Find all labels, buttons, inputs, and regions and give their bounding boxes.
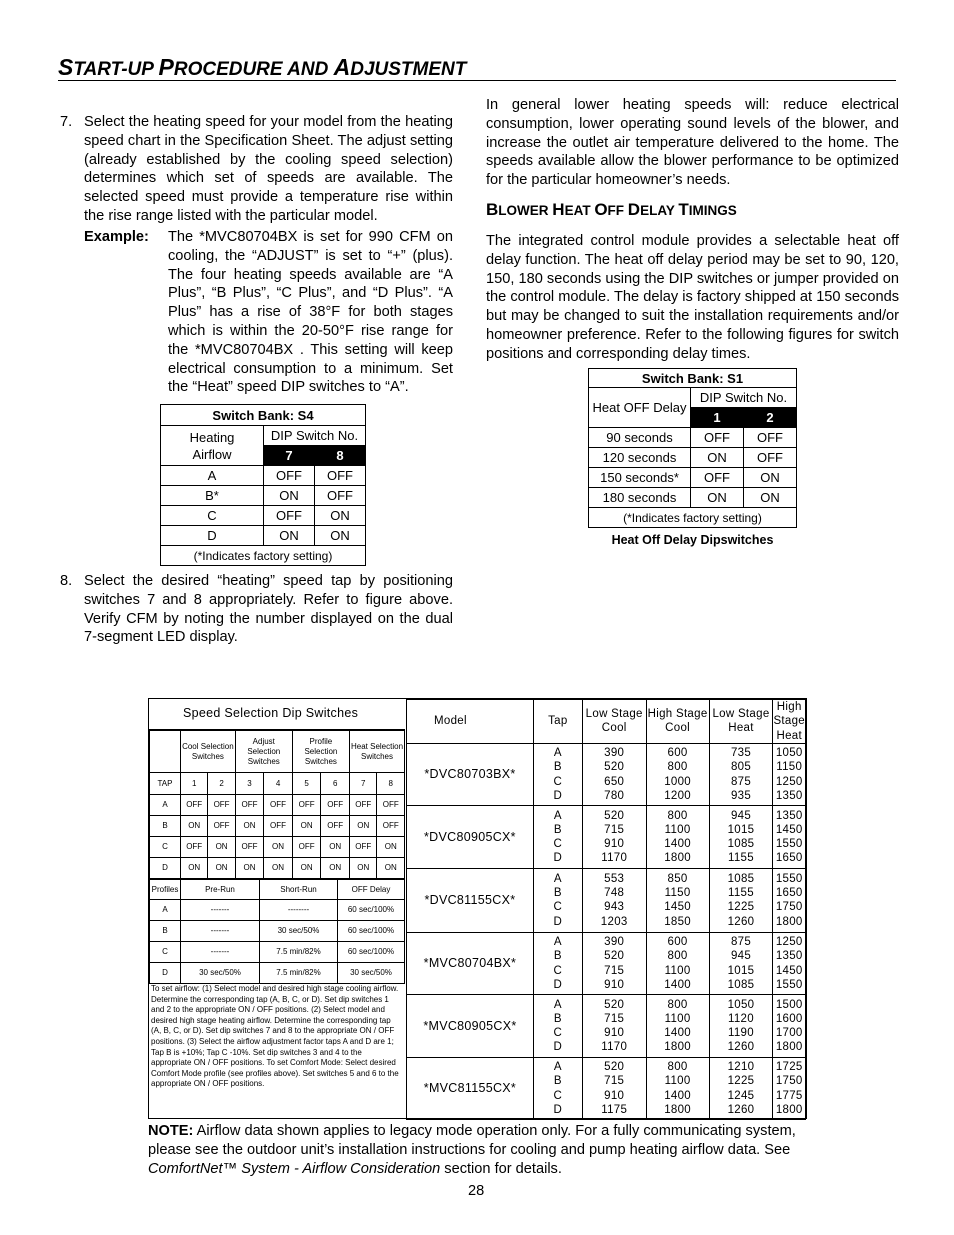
s1-caption: Heat Off Delay Dipswitches xyxy=(611,533,774,547)
example-label: Example: xyxy=(84,229,149,245)
s4-sw-8: 8 xyxy=(315,446,366,466)
table-row: *DVC80703BX* A B C D 390 520 650 780 600 800 1000 1200 735 805 875 935 1050 1150 1250 1350 xyxy=(407,743,806,806)
s4-sw-7: 7 xyxy=(264,446,315,466)
example-text: The *MVC80704BX is set for 990 CFM on cooling, the “ADJUST” is set to “+” (plus). The four heating speeds available are “A Plus”, “B Plus”, “C Plus”, and “D Plus”. “A Plus” has a rise of 38°F for both stages which is within the 20-50°F rise range for the *MVC80704BX . This setting will keep electrical consumption to a minimum. Set the “Heat” speed DIP switches to “A”. xyxy=(168,229,453,396)
table-row: A OFF OFF xyxy=(161,466,366,486)
s1-col-delay: Heat OFF Delay xyxy=(589,388,691,428)
table-row: *MVC81155CX* A B C D 520 715 910 1175 800 1100 1400 1800 1210 1225 1245 1260 1725 1750 1775 1800 xyxy=(407,1057,806,1120)
s4-col-dip: DIP Switch No. xyxy=(264,426,366,446)
intro-paragraph: In general lower heating speeds will: reduce electrical consumption, lower operating sound levels of the blower, and increase the outlet air temperature delivered to the home. The speeds available allow the blower performance to be optimized for the particular homeowner’s needs. xyxy=(486,97,899,189)
table-row: *MVC80905CX* A B C D 520 715 910 1170 800 1100 1400 1800 1050 1120 1190 1260 1500 1600 1700 1800 xyxy=(407,995,806,1058)
table-row: A OFF OFF OFF OFF OFF OFF OFF OFF xyxy=(150,795,405,816)
switch-bank-s4-table xyxy=(160,404,366,566)
s1-title: Switch Bank: S1 xyxy=(589,369,797,388)
s4-title: Switch Bank: S4 xyxy=(161,405,366,426)
speed-table xyxy=(148,698,807,1119)
table-row: 120 seconds ON OFF xyxy=(589,448,797,468)
page-title: START-UP PROCEDURE AND ADJUSTMENT xyxy=(58,54,467,80)
switch-bank-s1-table xyxy=(588,368,797,528)
table-row: B ------- 30 sec/50% 60 sec/100% xyxy=(150,921,405,942)
s4-col-heating: Heating Airflow xyxy=(161,426,264,466)
dip-table: Cool Selection Switches Adjust Selection Switches Profile Selection Switches Heat Selection Switches TAP 1 2 3 4 5 6 7 8 A OFF OFF OFF OFF OFF OFF OFF OFF B ON OFF ON OFF ON OFF ON OFF C OFF ON OFF ON OFF ON OFF ON D ON ON ON ON ON ON ON ON xyxy=(149,730,405,879)
table-row: 150 seconds* OFF ON xyxy=(589,468,797,488)
header-rule xyxy=(58,80,896,81)
table-row: C ------- 7.5 min/82% 60 sec/100% xyxy=(150,942,405,963)
table-row: A ------- -------- 60 sec/100% xyxy=(150,900,405,921)
table-row: D ON ON xyxy=(161,526,366,546)
dip-switch-panel xyxy=(149,699,407,1117)
table-row: *DVC81155CX* A B C D 553 748 943 1203 850 1150 1450 1850 1085 1155 1225 1260 1550 1650 1750 1800 xyxy=(407,868,806,932)
note-paragraph: NOTE: Airflow data shown applies to legacy mode operation only. For a fully communicating system, please see the outdoor unit’s installation instructions for cooling and pump heating airflow data. See ComfortNet™ System - Airflow Consideration section for details. xyxy=(148,1123,796,1177)
item-8-text: Select the desired “heating” speed tap by positioning switches 7 and 8 appropriately. Refer to figure above. Verify CFM by noting the number displayed on the dual 7-segment LED display. xyxy=(84,573,453,646)
table-row: *MVC80704BX* A B C D 390 520 715 910 600 800 1100 1400 875 945 1015 1085 1250 1350 1450 1550 xyxy=(407,932,806,995)
item-7-number: 7. xyxy=(60,114,73,130)
table-row: B ON OFF ON OFF ON OFF ON OFF xyxy=(150,816,405,837)
airflow-instructions: To set airflow: (1) Select model and desired high stage cooling airflow. Determine the corresponding tap (A, B, C, or D). Set dip switches 1 and 2 to the appropriate ON / OFF positions. (2) Select model and desired high stage heating airflow. Determine the corresponding tap (A, B, C, or D). Set dip switches 7 and 8 to the appropriate ON / OFF positions. (3) Select the airflow adjustment factor taps A and D are 1; Tap B is +10%; Tap C -10%. Set dip switches 3 and 4 to the appropriate ON / OFF positions. To set Comfort Mode: Select desired Comfort Mode profile (see profiles above). Set switches 5 and 6 to the appropriate ON / OFF positions. xyxy=(151,984,399,1089)
s1-footnote: (*Indicates factory setting) xyxy=(589,508,797,528)
table-row: 180 seconds ON ON xyxy=(589,488,797,508)
section-heading: BLOWER HEAT OFF DELAY TIMINGS xyxy=(486,200,737,219)
heat-off-delay-paragraph: The integrated control module provides a selectable heat off delay function. The heat off delay period may be set to 90, 120, 150, 180 seconds using the DIP switches or jumper provided on the control module. The delay is factory shipped at 150 seconds but may be changed to suit the installation requirements and/or homeowner preference. Refer to the following figures for switch positions and corresponding delay times. xyxy=(486,233,899,362)
table-row: 90 seconds OFF OFF xyxy=(589,428,797,448)
table-row: D ON ON ON ON ON ON ON ON xyxy=(150,858,405,879)
table-row: *DVC80905CX* A B C D 520 715 910 1170 800 1100 1400 1800 945 1015 1085 1155 1350 1450 1550 1650 xyxy=(407,806,806,869)
table-row: B* ON OFF xyxy=(161,486,366,506)
s4-footnote: (*Indicates factory setting) xyxy=(161,546,366,566)
s1-sw-1: 1 xyxy=(691,408,744,428)
speed-title: Speed Selection Dip Switches xyxy=(149,699,405,730)
s1-col-dip: DIP Switch No. xyxy=(691,388,797,408)
table-row: D 30 sec/50% 7.5 min/82% 30 sec/50% xyxy=(150,963,405,984)
item-7-text: Select the heating speed for your model from the heating speed chart in the Specification Sheet. The adjust setting (already established by the cooling speed selection) determines which set of speeds are available. The selected speed must provide a temperature rise within the rise range listed with the particular model. xyxy=(84,114,453,224)
page-number: 28 xyxy=(468,1183,485,1199)
model-airflow-table: Model Tap Low Stage Cool High Stage Cool Low Stage Heat High Stage Heat *DVC80703BX* A B C D 390 520 650 780 600 800 1000 1200 735 805 875 935 1050 1150 1250 1350 *DVC80905CX* A B C D 520 715 910 1170 800 1100 1400 1800 945 1015 1085 1155 1350 1450 1550 1650 *DVC81155CX* A B C D 553 748 943 1203 850 1150 1450 1850 1085 1155 1225 1260 1550 1650 1750 1800 *MVC80704BX* A B C D 390 520 715 910 600 800 1100 1400 875 945 1015 1085 1250 1350 1450 1550 *MVC80905CX* A B C D 520 715 910 1170 800 1100 1400 1800 1050 1120 1190 1260 1500 1600 1700 1800 *MVC81155CX* A B C D 520 715 910 1175 800 1100 1400 1800 1210 1225 1245 1260 1725 1750 1775 1800 xyxy=(406,699,806,1120)
profile-table: Profiles Pre-Run Short-Run OFF Delay A ------- -------- 60 sec/100% B ------- 30 sec/50% 60 sec/100% C ------- 7.5 min/82% 60 sec/100% D 30 sec/50% 7.5 min/82% 30 sec/50% xyxy=(149,879,405,984)
table-row: C OFF ON OFF ON OFF ON OFF ON xyxy=(150,837,405,858)
table-row: C OFF ON xyxy=(161,506,366,526)
item-8-number: 8. xyxy=(60,573,73,589)
s1-sw-2: 2 xyxy=(744,408,797,428)
